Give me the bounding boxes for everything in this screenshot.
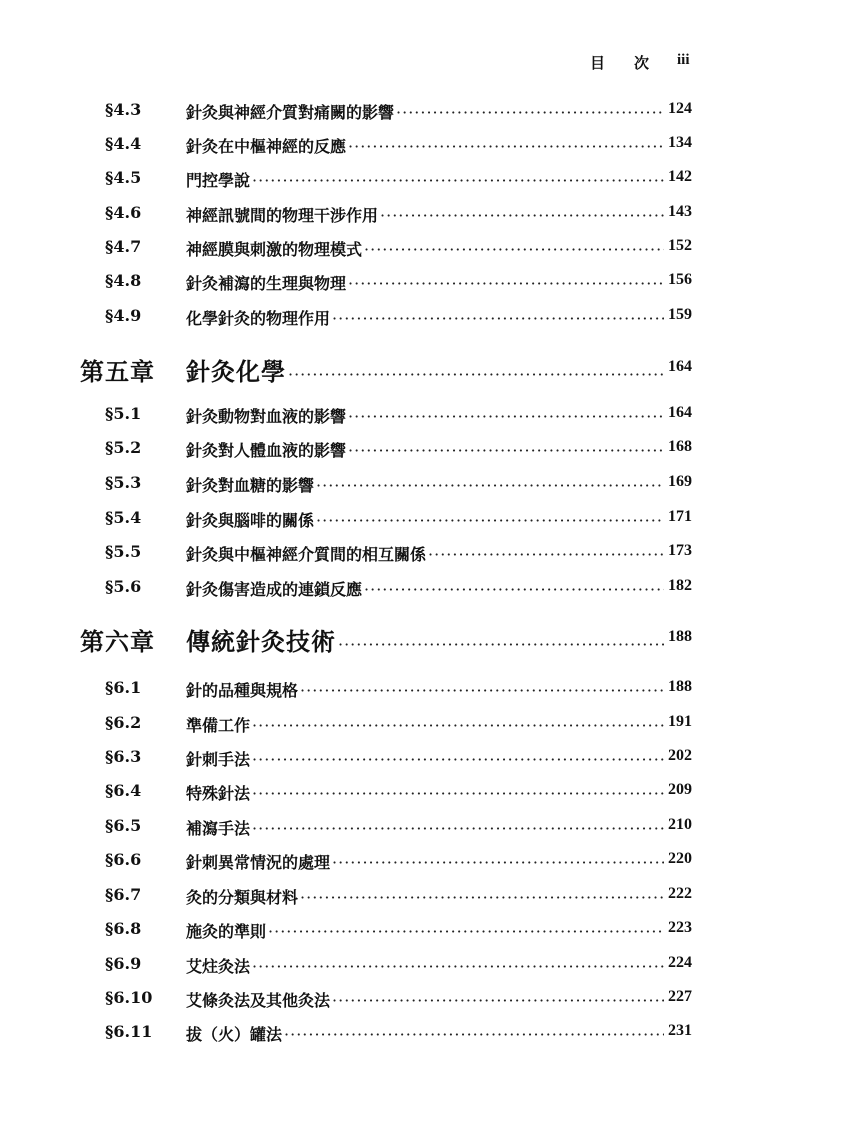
section-page: 227 <box>668 988 692 1005</box>
section-number: §6.10 <box>105 988 153 1007</box>
section-number: §5.6 <box>105 577 142 596</box>
section-number: §6.6 <box>105 850 142 869</box>
section-number: §6.1 <box>105 678 142 697</box>
dot-leader <box>252 784 664 803</box>
section-page: 134 <box>668 134 692 151</box>
section-page: 142 <box>668 168 692 185</box>
dot-leader <box>348 274 664 293</box>
section-number: §6.7 <box>105 885 142 904</box>
section-title: 針刺手法 <box>186 750 251 769</box>
dot-leader <box>288 365 664 384</box>
chapter-title: 針灸化學 <box>186 358 286 386</box>
dot-leader <box>252 957 664 976</box>
dot-leader <box>396 103 664 122</box>
header-label-ci: 次 <box>634 54 650 72</box>
chapter-label: 第五章 <box>80 358 155 386</box>
section-number: §4.6 <box>105 203 142 222</box>
section-number: §4.4 <box>105 134 142 153</box>
section-page: 223 <box>668 919 692 936</box>
dot-leader <box>268 922 664 941</box>
dot-leader <box>332 991 664 1010</box>
section-title: 針灸對人體血液的影響 <box>186 441 347 460</box>
dot-leader <box>332 309 664 328</box>
section-title: 艾條灸法及其他灸法 <box>186 991 331 1010</box>
dot-leader <box>348 137 664 156</box>
section-number: §4.7 <box>105 237 142 256</box>
header-label-mu: 目 <box>590 54 606 72</box>
section-number: §5.5 <box>105 542 142 561</box>
dot-leader <box>316 476 664 495</box>
section-title: 灸的分類與材料 <box>186 888 299 907</box>
dot-leader <box>300 888 664 907</box>
section-title: 施灸的準則 <box>186 922 267 941</box>
section-number: §5.4 <box>105 508 142 527</box>
section-title: 拔（火）罐法 <box>186 1025 283 1044</box>
section-number: §5.2 <box>105 438 142 457</box>
section-title: 針灸傷害造成的連鎖反應 <box>186 580 363 599</box>
section-number: §6.5 <box>105 816 142 835</box>
dot-leader <box>348 407 664 426</box>
section-number: §6.2 <box>105 713 142 732</box>
section-page: 188 <box>668 678 692 695</box>
section-page: 231 <box>668 1022 692 1039</box>
page-number: iii <box>677 52 690 68</box>
section-title: 神經膜與刺激的物理模式 <box>186 240 363 259</box>
dot-leader <box>316 511 664 530</box>
section-page: 159 <box>668 306 692 323</box>
dot-leader <box>348 441 664 460</box>
section-title: 針灸補瀉的生理與物理 <box>186 274 347 293</box>
chapter-page: 188 <box>668 628 692 645</box>
section-title: 針灸對血糖的影響 <box>186 476 315 495</box>
dot-leader <box>252 171 664 190</box>
section-title: 特殊針法 <box>186 784 251 803</box>
section-page: 191 <box>668 713 692 730</box>
section-page: 173 <box>668 542 692 559</box>
section-number: §4.5 <box>105 168 142 187</box>
section-page: 210 <box>668 816 692 833</box>
dot-leader <box>252 750 664 769</box>
chapter-label: 第六章 <box>80 628 155 656</box>
section-number: §5.1 <box>105 404 142 423</box>
section-title: 針的品種與規格 <box>186 681 299 700</box>
section-page: 202 <box>668 747 692 764</box>
dot-leader <box>428 545 664 564</box>
section-page: 171 <box>668 508 692 525</box>
section-title: 針灸在中樞神經的反應 <box>186 137 347 156</box>
section-title: 化學針灸的物理作用 <box>186 309 331 328</box>
section-number: §6.4 <box>105 781 142 800</box>
dot-leader <box>338 635 664 654</box>
section-title: 針灸與腦啡的關係 <box>186 511 315 530</box>
dot-leader <box>252 716 664 735</box>
dot-leader <box>364 240 664 259</box>
section-page: 168 <box>668 438 692 455</box>
section-number: §4.8 <box>105 271 142 290</box>
dot-leader <box>300 681 664 700</box>
section-number: §6.11 <box>105 1022 153 1041</box>
section-page: 182 <box>668 577 692 594</box>
dot-leader <box>332 853 664 872</box>
section-title: 針灸與中樞神經介質間的相互關係 <box>186 545 427 564</box>
section-page: 124 <box>668 100 692 117</box>
section-title: 針刺異常情況的處理 <box>186 853 331 872</box>
section-page: 224 <box>668 954 692 971</box>
section-number: §6.8 <box>105 919 142 938</box>
section-number: §6.9 <box>105 954 142 973</box>
section-page: 143 <box>668 203 692 220</box>
dot-leader <box>284 1025 664 1044</box>
section-title: 準備工作 <box>186 716 251 735</box>
section-page: 156 <box>668 271 692 288</box>
section-title: 針灸動物對血液的影響 <box>186 407 347 426</box>
section-number: §4.3 <box>105 100 142 119</box>
section-title: 針灸與神經介質對痛闕的影響 <box>186 103 395 122</box>
section-title: 神經訊號間的物理干涉作用 <box>186 206 379 225</box>
chapter-title: 傳統針灸技術 <box>186 628 336 656</box>
section-page: 152 <box>668 237 692 254</box>
section-page: 164 <box>668 404 692 421</box>
section-title: 補瀉手法 <box>186 819 251 838</box>
section-number: §4.9 <box>105 306 142 325</box>
section-title: 門控學說 <box>186 171 251 190</box>
section-page: 209 <box>668 781 692 798</box>
section-page: 222 <box>668 885 692 902</box>
section-number: §6.3 <box>105 747 142 766</box>
section-page: 169 <box>668 473 692 490</box>
dot-leader <box>364 580 664 599</box>
chapter-page: 164 <box>668 358 692 375</box>
dot-leader <box>252 819 664 838</box>
section-page: 220 <box>668 850 692 867</box>
dot-leader <box>380 206 664 225</box>
section-title: 艾炷灸法 <box>186 957 251 976</box>
section-number: §5.3 <box>105 473 142 492</box>
